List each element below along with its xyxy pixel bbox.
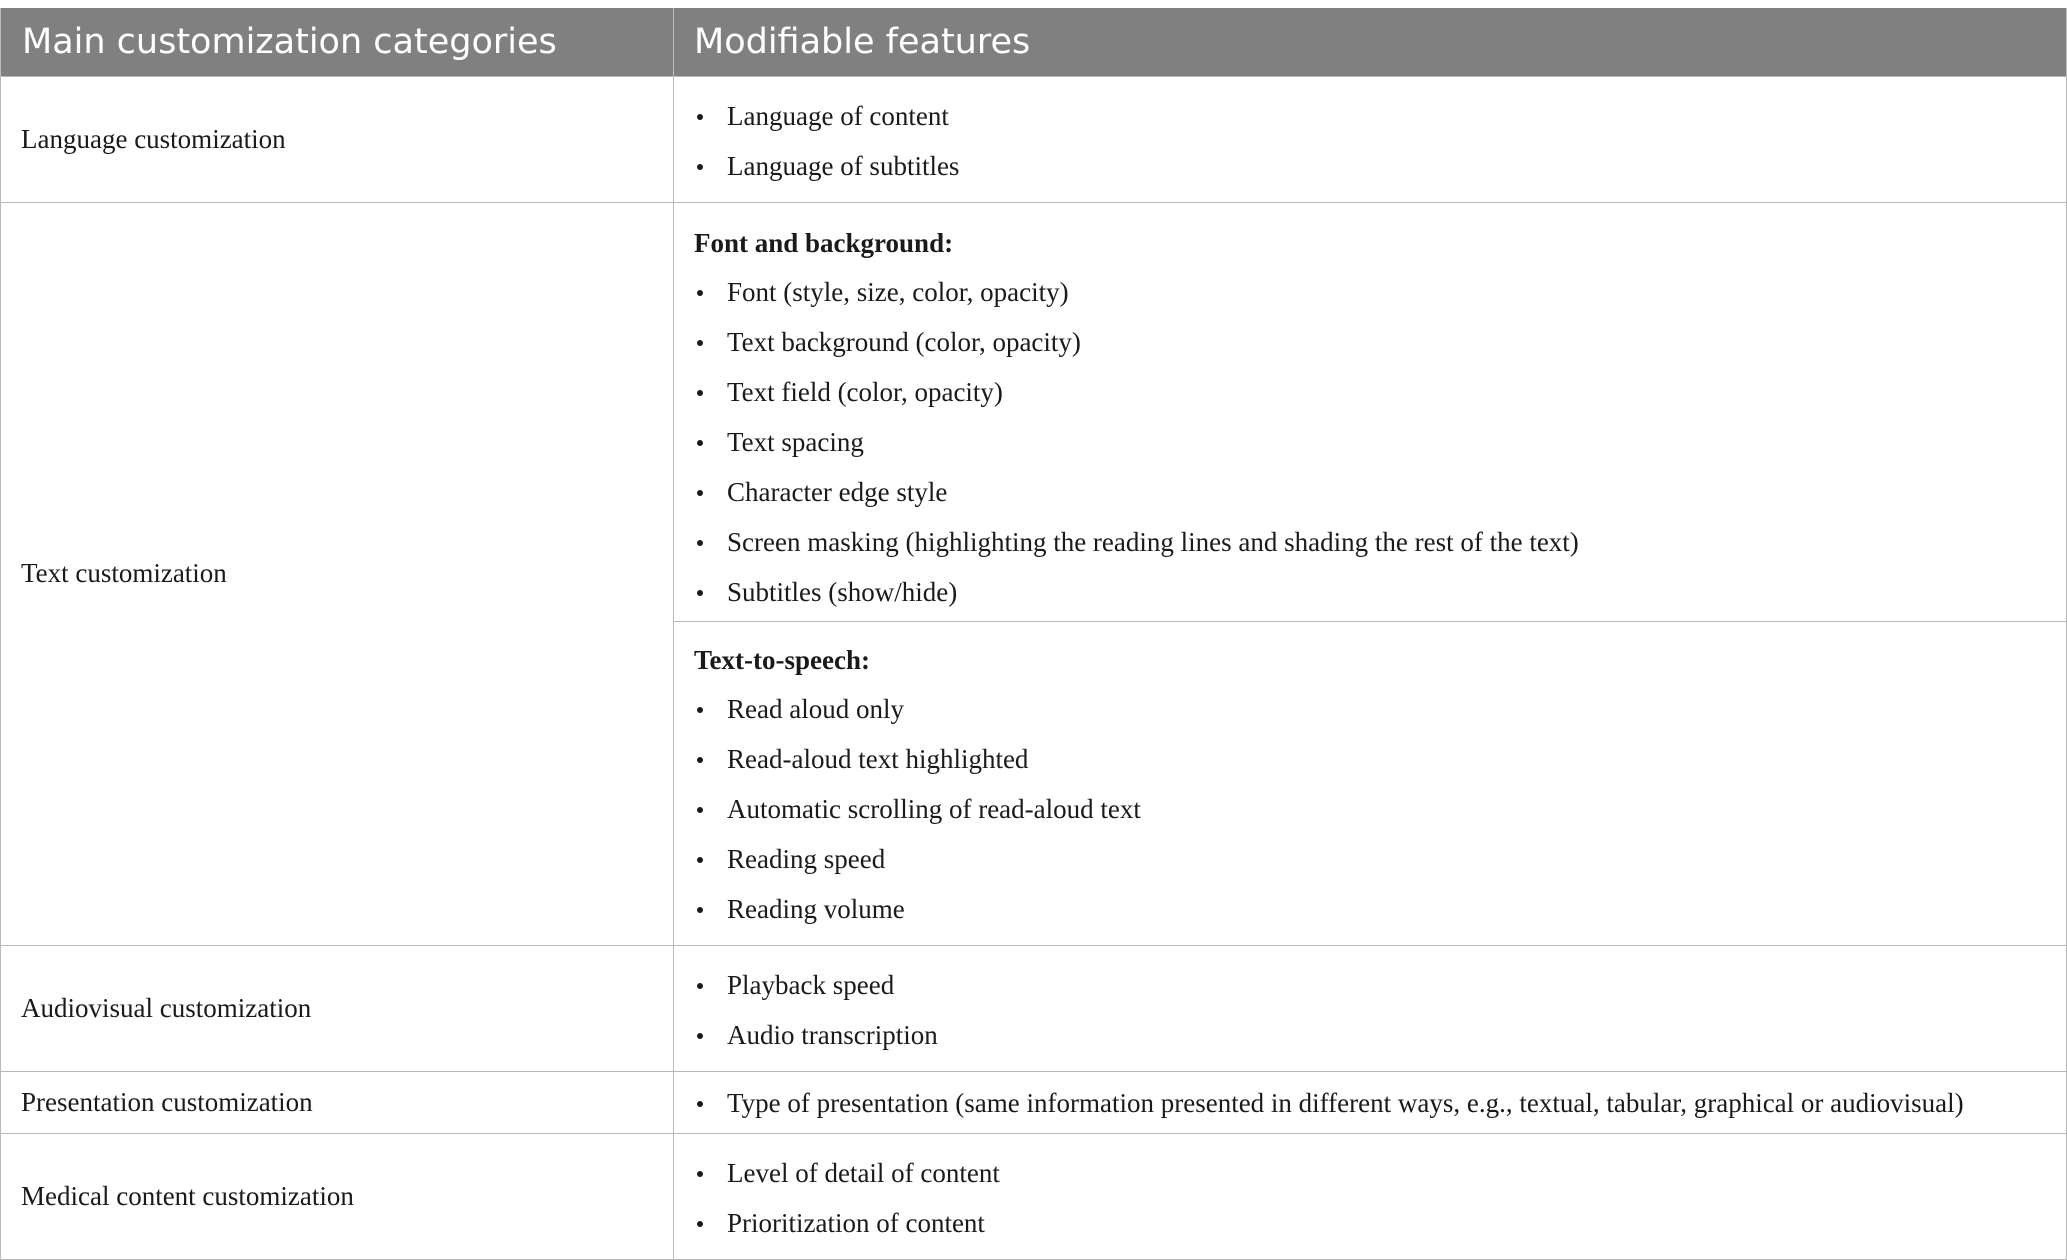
feature-item: Read-aloud text highlighted bbox=[694, 734, 2066, 784]
features-cell bbox=[674, 202, 2067, 945]
feature-group bbox=[674, 1134, 2066, 1259]
category-cell: Text customization bbox=[1, 202, 674, 945]
feature-item: Reading volume bbox=[694, 884, 2066, 934]
table-row bbox=[1, 945, 2067, 1071]
feature-item: Text background (color, opacity) bbox=[694, 317, 2066, 367]
feature-item: Reading speed bbox=[694, 834, 2066, 884]
table-row bbox=[1, 76, 2067, 202]
features-cell bbox=[674, 1133, 2067, 1259]
feature-group bbox=[674, 77, 2066, 202]
feature-item: Language of subtitles bbox=[694, 141, 2066, 191]
feature-item: Level of detail of content bbox=[694, 1148, 2066, 1198]
feature-item: Subtitles (show/hide) bbox=[694, 567, 2066, 617]
feature-list bbox=[694, 684, 2066, 934]
feature-item: Type of presentation (same information presented in different ways, e.g., textual, tabular, graphical or audiovisual) bbox=[694, 1078, 2066, 1128]
feature-group-heading: Font and background: bbox=[694, 227, 954, 258]
header-modifiable-features: Modifiable features bbox=[674, 8, 2067, 76]
feature-group bbox=[674, 1072, 2066, 1133]
header-row bbox=[1, 8, 2067, 76]
feature-group-heading: Text-to-speech: bbox=[694, 644, 870, 675]
feature-item: Prioritization of content bbox=[694, 1198, 2066, 1248]
table-row bbox=[1, 1071, 2067, 1133]
feature-list bbox=[694, 91, 2066, 191]
feature-item: Audio transcription bbox=[694, 1010, 2066, 1060]
feature-item: Text spacing bbox=[694, 417, 2066, 467]
customization-table-container bbox=[0, 8, 2066, 1260]
feature-item: Read aloud only bbox=[694, 684, 2066, 734]
features-cell bbox=[674, 1071, 2067, 1133]
category-cell: Audiovisual customization bbox=[1, 945, 674, 1071]
feature-list bbox=[694, 1078, 2066, 1128]
feature-item: Playback speed bbox=[694, 960, 2066, 1010]
category-cell: Medical content customization bbox=[1, 1133, 674, 1259]
header-main-categories: Main customization categories bbox=[1, 8, 674, 76]
feature-item: Screen masking (highlighting the reading lines and shading the rest of the text) bbox=[694, 517, 2066, 567]
table-row bbox=[1, 202, 2067, 945]
table-header bbox=[1, 8, 2067, 76]
category-cell: Language customization bbox=[1, 76, 674, 202]
features-cell bbox=[674, 945, 2067, 1071]
feature-item: Automatic scrolling of read-aloud text bbox=[694, 784, 2066, 834]
feature-list bbox=[694, 1148, 2066, 1248]
feature-list bbox=[694, 267, 2066, 617]
table-body bbox=[1, 76, 2067, 1259]
feature-item: Text field (color, opacity) bbox=[694, 367, 2066, 417]
feature-item: Language of content bbox=[694, 91, 2066, 141]
feature-group bbox=[674, 946, 2066, 1071]
feature-item: Font (style, size, color, opacity) bbox=[694, 267, 2066, 317]
table-row bbox=[1, 1133, 2067, 1259]
features-cell bbox=[674, 76, 2067, 202]
feature-group-font-background bbox=[674, 203, 2066, 621]
category-cell: Presentation customization bbox=[1, 1071, 674, 1133]
feature-item: Character edge style bbox=[694, 467, 2066, 517]
customization-table bbox=[0, 8, 2067, 1260]
feature-list bbox=[694, 960, 2066, 1060]
feature-group-text-to-speech bbox=[674, 621, 2066, 945]
